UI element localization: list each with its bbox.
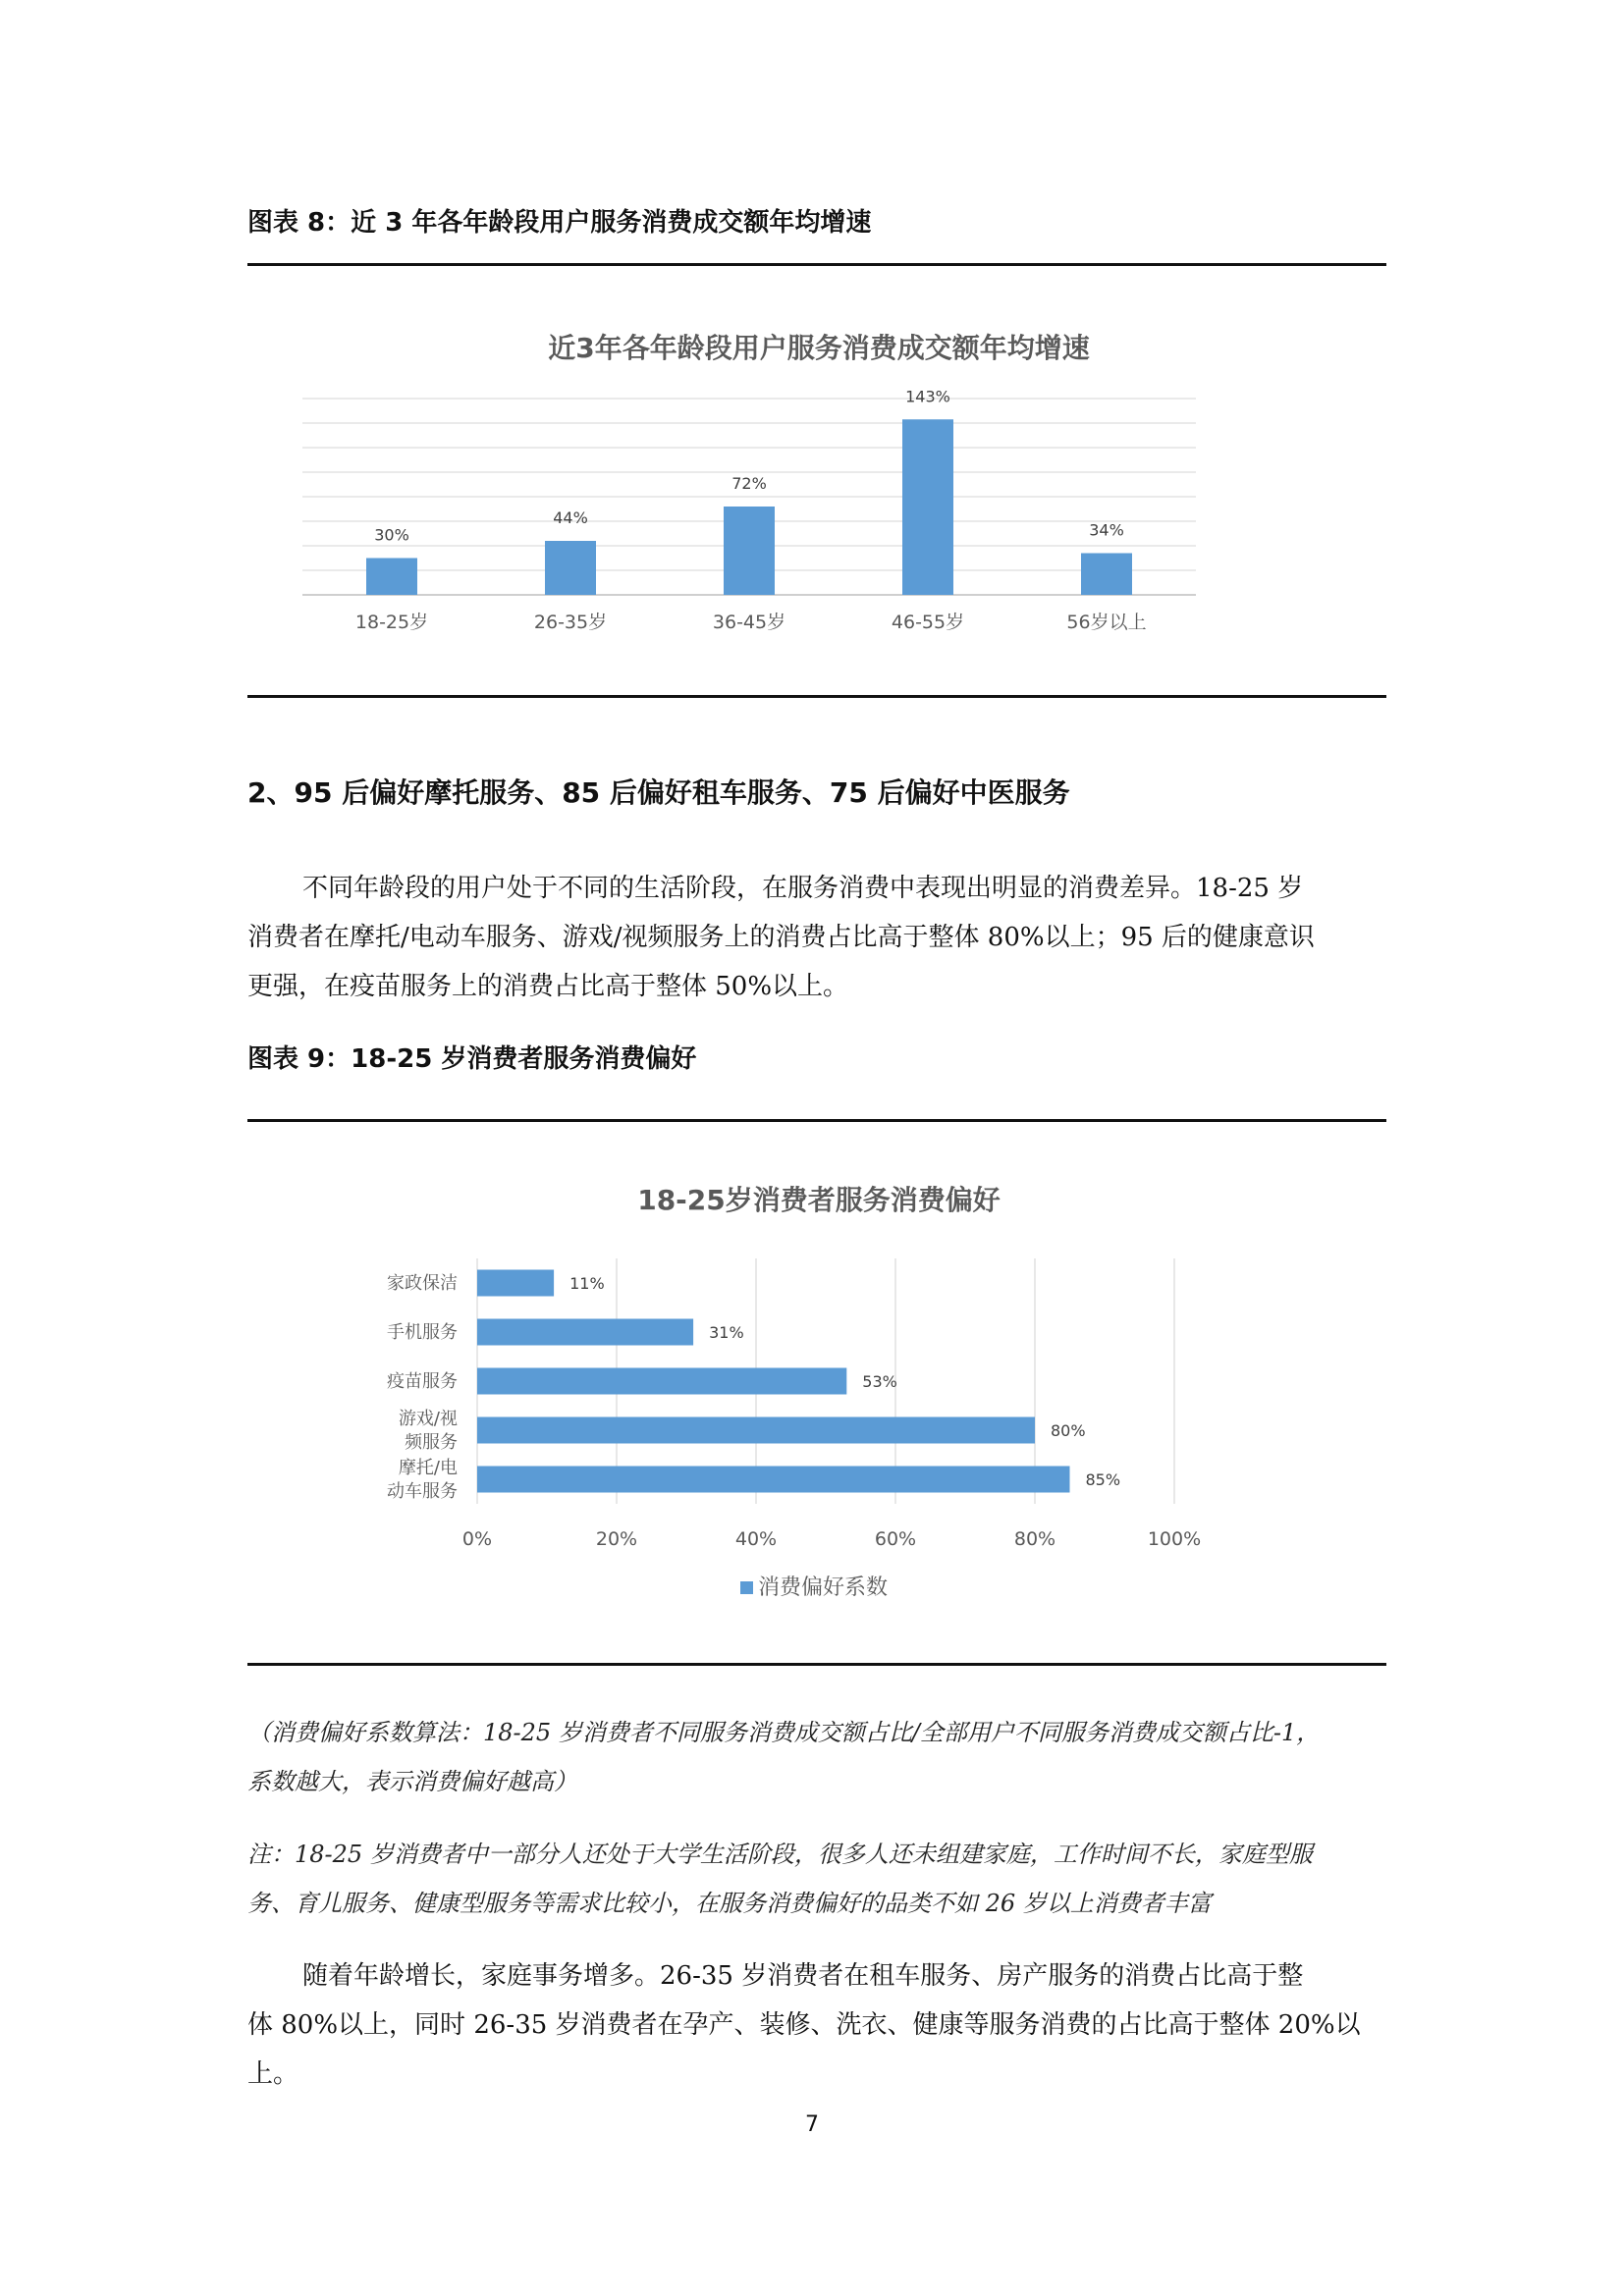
paragraph-2 xyxy=(247,1951,1388,2099)
paragraph-2-line: 随着年龄增长，家庭事务增多。26-35 岁消费者在租车服务、房产服务的消费占比高于整 xyxy=(302,1961,1304,1991)
paragraph-1 xyxy=(247,864,1388,1011)
figure8-bottom-rule xyxy=(247,695,1386,698)
figure9-bottom-rule xyxy=(247,1663,1386,1666)
bar xyxy=(477,1467,1070,1493)
bar xyxy=(477,1417,1035,1444)
figure8-chart-title: 近3年各年龄段用户服务消费成交额年均增速 xyxy=(548,332,1090,364)
category-label-line: 频服务 xyxy=(405,1432,458,1453)
bar xyxy=(366,559,417,596)
bar xyxy=(477,1368,846,1395)
category-label xyxy=(387,1322,458,1343)
figure9-bars xyxy=(477,1270,1070,1493)
x-tick-label: 20% xyxy=(595,1528,638,1550)
category-label: 18-25岁 xyxy=(354,612,429,633)
category-label-line: 手机服务 xyxy=(387,1322,458,1343)
category-label xyxy=(387,1273,458,1294)
data-label: 85% xyxy=(1085,1470,1121,1489)
data-label: 72% xyxy=(731,474,767,493)
paragraph-2-line: 上。 xyxy=(247,2059,299,2089)
data-label: 30% xyxy=(374,525,409,545)
note-line: 注：18-25 岁消费者中一部分人还处于大学生活阶段，很多人还未组建家庭，工作时间不长，家庭型服 xyxy=(247,1841,1313,1868)
bar xyxy=(477,1319,693,1346)
category-label xyxy=(387,1458,458,1502)
data-label: 143% xyxy=(905,387,950,406)
x-tick-label: 40% xyxy=(734,1528,778,1550)
figure9-top-rule xyxy=(247,1119,1386,1122)
category-label-line: 疫苗服务 xyxy=(387,1371,458,1392)
paragraph-1-line: 更强，在疫苗服务上的消费占比高于整体 50%以上。 xyxy=(247,972,849,1001)
figure8-caption: 图表 8：近 3 年各年龄段用户服务消费成交额年均增速 xyxy=(247,208,872,238)
section-heading: 2、95 后偏好摩托服务、85 后偏好租车服务、75 后偏好中医服务 xyxy=(247,776,1070,809)
note-line: 系数越大，表示消费偏好越高） xyxy=(247,1768,577,1795)
note-line: （消费偏好系数算法：18-25 岁消费者不同服务消费成交额占比/全部用户不同服务消费成交额占比-1， xyxy=(247,1719,1321,1746)
x-tick-label: 80% xyxy=(1013,1528,1056,1550)
data-label: 80% xyxy=(1051,1421,1086,1440)
category-label-line: 动车服务 xyxy=(387,1481,458,1502)
x-tick-label: 0% xyxy=(461,1528,493,1550)
figure9-category-labels xyxy=(387,1273,458,1502)
category-label xyxy=(399,1409,458,1453)
figure8-bar-chart xyxy=(247,294,1386,687)
coefficient-note xyxy=(247,1708,1388,1806)
x-tick-label: 60% xyxy=(874,1528,917,1550)
figure9-caption: 图表 9：18-25 岁消费者服务消费偏好 xyxy=(247,1044,697,1074)
bar xyxy=(545,541,596,595)
legend-swatch xyxy=(740,1581,753,1594)
figure8-top-rule xyxy=(247,263,1386,266)
paragraph-1-line: 消费者在摩托/电动车服务、游戏/视频服务上的消费占比高于整体 80%以上；95 后的健康意识 xyxy=(247,923,1315,952)
x-tick-label: 100% xyxy=(1147,1528,1202,1550)
data-label: 44% xyxy=(553,508,588,527)
category-label: 36-45岁 xyxy=(712,612,786,633)
data-label: 34% xyxy=(1089,520,1124,540)
data-label: 31% xyxy=(709,1323,744,1342)
category-label-line: 摩托/电 xyxy=(398,1458,458,1478)
paragraph-1-line: 不同年龄段的用户处于不同的生活阶段，在服务消费中表现出明显的消费差异。18-25 岁 xyxy=(302,874,1304,903)
bar xyxy=(1081,554,1132,596)
category-label: 46-55岁 xyxy=(891,612,965,633)
bar xyxy=(902,419,953,595)
category-label: 26-35岁 xyxy=(533,612,608,633)
bar xyxy=(724,507,775,595)
note-line: 务、育儿服务、健康型服务等需求比较小，在服务消费偏好的品类不如 26 岁以上消费者丰富 xyxy=(247,1890,1212,1917)
category-label xyxy=(387,1371,458,1392)
paragraph-2-line: 体 80%以上，同时 26-35 岁消费者在孕产、装修、洗衣、健康等服务消费的占比高于整体 20%以 xyxy=(247,2010,1361,2040)
figure9-chart-title: 18-25岁消费者服务消费偏好 xyxy=(637,1184,1001,1216)
legend-label: 消费偏好系数 xyxy=(758,1575,889,1600)
category-label: 56岁以上 xyxy=(1066,612,1147,633)
footnote xyxy=(247,1830,1388,1928)
data-label: 53% xyxy=(862,1372,897,1391)
page-number: 7 xyxy=(805,2112,819,2137)
figure9-x-tick-labels xyxy=(462,1528,1201,1550)
figure9-legend xyxy=(740,1575,888,1600)
bar xyxy=(477,1270,554,1297)
category-label-line: 家政保洁 xyxy=(387,1273,458,1294)
data-label: 11% xyxy=(569,1274,605,1293)
figure8-bars xyxy=(366,419,1132,595)
figure8-category-labels xyxy=(355,612,1147,633)
figure9-bar-chart xyxy=(247,1158,1386,1620)
category-label-line: 游戏/视 xyxy=(398,1409,458,1429)
